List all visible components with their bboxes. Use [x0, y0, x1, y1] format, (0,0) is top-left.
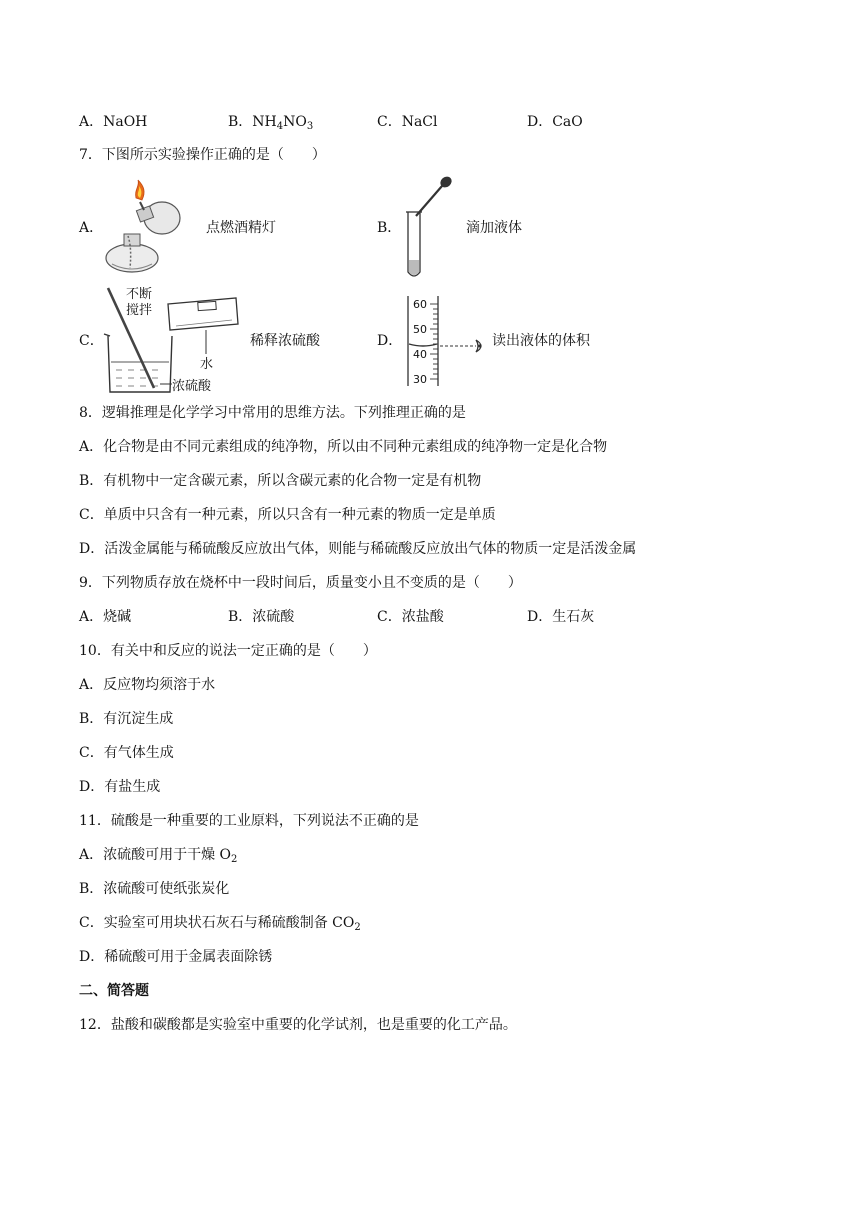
q7-option-c-label: C． [79, 333, 104, 349]
q7-option-c-caption: 稀释浓硫酸 [250, 333, 320, 349]
q8-option-c: C．单质中只含有一种元素，所以只含有一种元素的物质一定是单质 [79, 507, 496, 523]
q11-stem: 11．硫酸是一种重要的工业原料，下列说法不正确的是 [79, 813, 419, 829]
q10-stem: 10．有关中和反应的说法一定正确的是（ ） [79, 643, 377, 659]
q7-option-a-label: A． [79, 220, 104, 236]
acid-label: 浓硫酸 [172, 379, 212, 394]
cylinder-tick-60: 60 [413, 298, 427, 311]
q11-option-a: A．浓硫酸可用于干燥 $O_2$ [79, 847, 238, 865]
section-heading: 二、简答题 [79, 983, 149, 999]
q7-option-b-label: B． [377, 220, 402, 236]
q9-stem: 9．下列物质存放在烧杯中一段时间后，质量变小且不变质的是（ ） [79, 575, 522, 591]
q7-stem: 7．下图所示实验操作正确的是（ ） [79, 147, 326, 163]
q6-option-d: D．CaO [527, 114, 583, 130]
q7-option-d-label: D． [377, 333, 403, 349]
q9-option-a: A．烧碱 [79, 609, 132, 625]
q7-option-d-caption: 读出液体的体积 [492, 333, 590, 349]
q8-stem: 8．逻辑推理是化学学习中常用的思维方法。下列推理正确的是 [79, 405, 466, 421]
q12-stem: 12．盐酸和碳酸都是实验室中重要的化学试剂，也是重要的化工产品。 [79, 1017, 517, 1033]
q8-option-d: D．活泼金属能与稀硫酸反应放出气体，则能与稀硫酸反应放出气体的物质一定是活泼金属 [79, 541, 637, 557]
q6-option-a: A．NaOH [79, 114, 148, 130]
q11-option-b: B．浓硫酸可使纸张炭化 [79, 881, 230, 897]
q6-option-c: C．NaCl [377, 114, 438, 130]
q7-option-b-caption: 滴加液体 [466, 220, 522, 236]
q9-option-b: B．浓硫酸 [228, 609, 295, 625]
dropper-test-tube-figure [400, 176, 460, 281]
stir-label-1: 不断 [126, 287, 153, 302]
q11-option-d: D．稀硫酸可用于金属表面除锈 [79, 949, 273, 965]
q10-option-c: C．有气体生成 [79, 745, 174, 761]
q11-option-c: C．实验室可用块状石灰石与稀硫酸制备 $CO_2$ [79, 915, 361, 933]
q10-option-d: D．有盐生成 [79, 779, 161, 795]
cylinder-tick-40: 40 [413, 348, 427, 361]
q9-option-c: C．浓盐酸 [377, 609, 444, 625]
q6-option-b: B．$NH_4NO_3$ [228, 114, 314, 132]
q8-option-b: B．有机物中一定含碳元素，所以含碳元素的化合物一定是有机物 [79, 473, 482, 489]
cylinder-tick-50: 50 [413, 323, 427, 336]
graduated-cylinder-figure [400, 294, 490, 388]
q7-option-a-caption: 点燃酒精灯 [206, 220, 276, 236]
q9-option-d: D．生石灰 [527, 609, 595, 625]
dilute-acid-figure [100, 284, 246, 396]
alcohol-lamp-figure [100, 178, 200, 276]
stir-label-2: 搅拌 [126, 303, 153, 318]
q10-option-b: B．有沉淀生成 [79, 711, 174, 727]
water-label: 水 [200, 357, 214, 372]
q8-option-a: A．化合物是由不同元素组成的纯净物，所以由不同种元素组成的纯净物一定是化合物 [79, 439, 608, 455]
cylinder-tick-30: 30 [413, 373, 427, 386]
q10-option-a: A．反应物均须溶于水 [79, 677, 216, 693]
